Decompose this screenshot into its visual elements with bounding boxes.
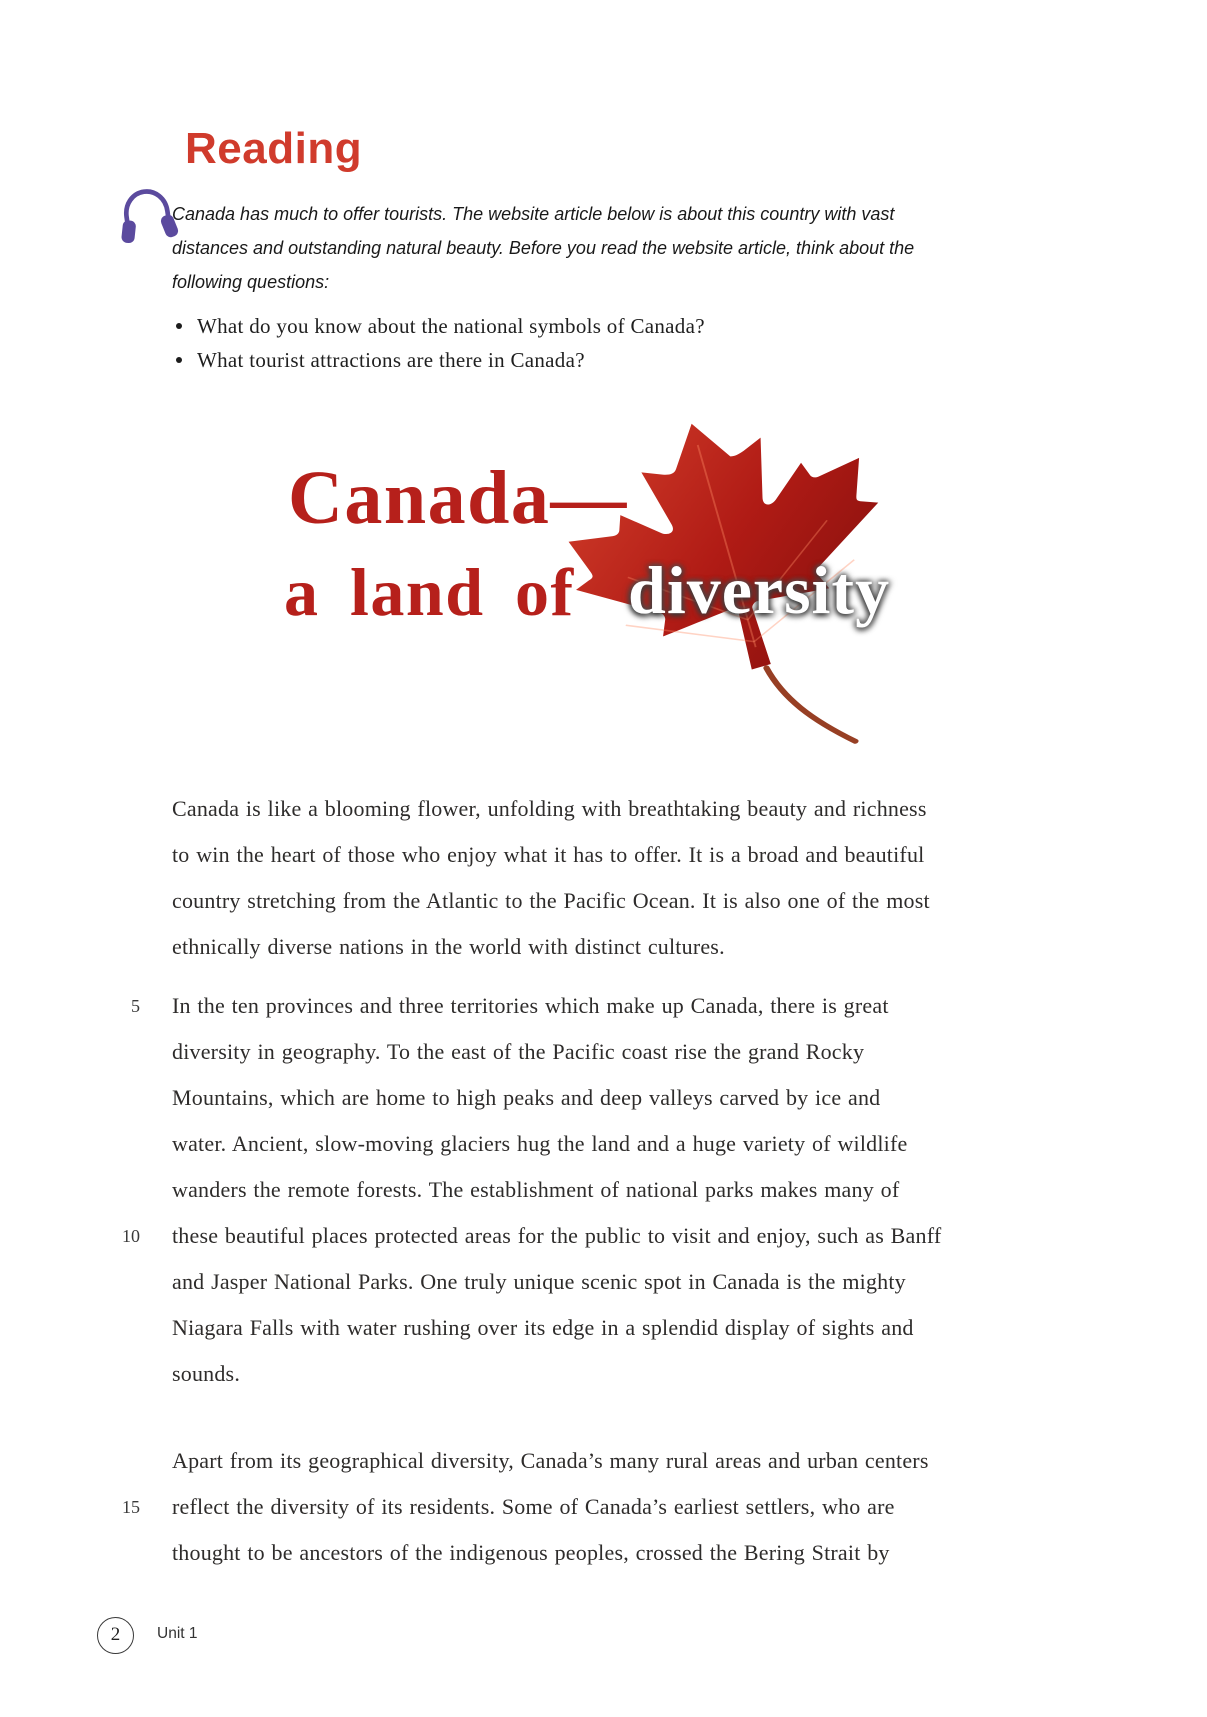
text-line: country stretching from the Atlantic to the Pacific Ocean. It is also one of the most	[172, 888, 930, 913]
bullet-icon	[176, 357, 182, 363]
text-line: and Jasper National Parks. One truly unique scenic spot in Canada is the mighty	[172, 1269, 906, 1294]
bullet-icon	[176, 323, 182, 329]
leaf-stem	[766, 650, 855, 760]
text-line: reflect the diversity of its residents. Some of Canada’s earliest settlers, who are	[172, 1494, 895, 1519]
line-number: 10	[122, 1226, 140, 1246]
paragraph-2	[172, 983, 941, 1397]
unit-label: Unit 1	[157, 1625, 198, 1642]
text-line: these beautiful places protected areas for the public to visit and enjoy, such as Banff	[172, 1223, 942, 1248]
question-text: What do you know about the national symbols of Canada?	[197, 313, 705, 338]
text-line: diversity in geography. To the east of the Pacific coast rise the grand Rocky	[172, 1039, 865, 1064]
line-number: 15	[122, 1497, 140, 1517]
text-line: wanders the remote forests. The establishment of national parks makes many of	[172, 1177, 900, 1202]
text-line: Niagara Falls with water rushing over its edge in a splendid display of sights and	[172, 1315, 914, 1340]
question-text: What tourist attractions are there in Canada?	[197, 347, 585, 372]
pre-reading-questions	[176, 309, 705, 377]
article-title-diversity: diversity	[628, 552, 891, 628]
text-line: ethnically diverse nations in the world with distinct cultures.	[172, 934, 725, 959]
intro-text	[172, 197, 914, 299]
line-number: 5	[131, 996, 140, 1016]
intro-line: following questions:	[172, 272, 330, 292]
question-item	[176, 343, 705, 377]
article-title-line1: Canada—	[288, 456, 628, 540]
text-line: water. Ancient, slow-moving glaciers hug the land and a huge variety of wildlife	[172, 1131, 908, 1156]
article-title-line2: a land of	[284, 554, 575, 630]
section-heading: Reading	[185, 124, 363, 173]
text-line: Apart from its geographical diversity, Canada’s many rural areas and urban centers	[172, 1448, 929, 1473]
intro-line: Canada has much to offer tourists. The website article below is about this country with vast	[172, 204, 895, 224]
text-line: Canada is like a blooming flower, unfolding with breathtaking beauty and richness	[172, 796, 927, 821]
text-line: In the ten provinces and three territories which make up Canada, there is great	[172, 993, 889, 1018]
paragraph-1	[172, 786, 930, 970]
text-line: to win the heart of those who enjoy what it has to offer. It is a broad and beautiful	[172, 842, 925, 867]
text-line: Mountains, which are home to high peaks and deep valleys carved by ice and	[172, 1085, 881, 1110]
text-line: sounds.	[172, 1361, 241, 1386]
text-line: thought to be ancestors of the indigenous peoples, crossed the Bering Strait by	[172, 1540, 890, 1565]
page-number-badge: 2	[97, 1617, 134, 1654]
intro-line: distances and outstanding natural beauty. Before you read the website article, think about the	[172, 238, 915, 258]
paragraph-3	[172, 1438, 929, 1576]
question-item	[176, 309, 705, 343]
